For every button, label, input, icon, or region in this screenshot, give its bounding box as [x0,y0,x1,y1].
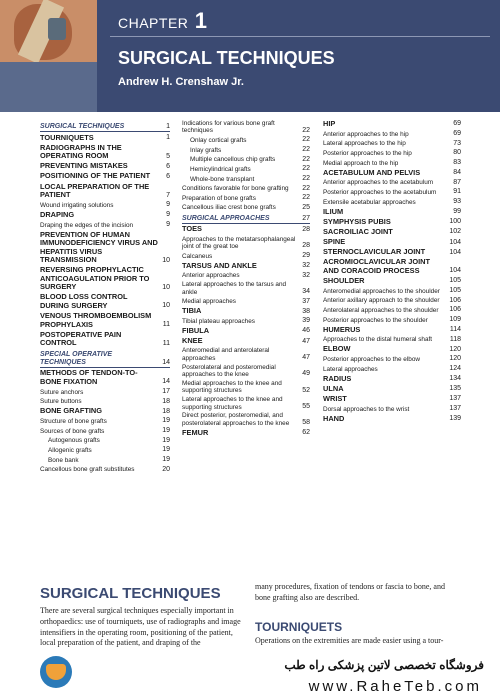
toc-entry-title: STERNOCLAVICULAR JOINT [323,247,426,257]
toc-entry-page: 84 [453,169,461,177]
toc-column-2 [182,120,310,560]
toc-entry-title: SURGICAL APPROACHES [182,214,270,222]
toc-entry-title: Anterolateral approaches to the shoulder [323,306,439,314]
toc-entry-page: 135 [449,385,461,393]
toc-entry-page: 11 [162,321,170,329]
toc-entry-page: 9 [166,211,170,219]
toc-entry[interactable] [40,446,170,454]
toc-entry-title: RADIUS [323,373,352,383]
toc-entry[interactable] [182,281,310,296]
toc-entry[interactable] [182,165,310,173]
toc-entry-page: 52 [302,386,310,394]
toc-entry[interactable] [323,248,461,257]
toc-entry-title: Autogenous grafts [48,437,100,445]
toc-entry[interactable] [323,385,461,394]
toc-entry-title: Lateral approaches to the knee and supporting structures [182,396,283,411]
toc-entry-title: Dorsal approaches to the wrist [323,405,410,413]
toc-entry-page: 120 [449,345,461,353]
toc-entry-title: SPINE [323,237,346,247]
toc-entry-title: Draping the edges of the incision [40,221,134,229]
toc-entry[interactable] [182,327,310,336]
toc-entry-title: Posterior approaches to the hip [323,150,412,158]
toc-entry-title: Approaches to the metatarsophalangeal joint of the great toe [182,235,296,250]
toc-entry-title: Anteromedial approaches to the shoulder [323,287,440,295]
toc-entry-page: 32 [302,271,310,279]
toc-entry-page: 19 [162,417,170,425]
toc-entry-page: 22 [302,145,310,153]
toc-entry[interactable] [182,337,310,346]
toc-entry-page: 11 [162,339,170,347]
toc-entry-page: 114 [449,326,461,334]
toc-entry-title: Anterior approaches [182,272,240,280]
toc-entry-page: 134 [449,375,461,383]
toc-entry-page: 19 [162,427,170,435]
toc-entry[interactable] [323,306,461,314]
toc-entry-title: Indications for various bone graft techniques [182,120,275,135]
toc-entry[interactable] [182,429,310,438]
toc-entry[interactable] [323,238,461,247]
toc-entry-title: BONE GRAFTING [40,406,102,416]
toc-entry-title: METHODS OF TENDON-TO-BONE FIXATION [40,368,138,386]
toc-entry-page: 22 [302,165,310,173]
toc-entry[interactable] [40,162,170,171]
toc-entry[interactable] [40,369,170,386]
body-paragraph-3: Operations on the extremities are made easier using a tour- [255,636,444,645]
toc-entry-title: Sources of bone grafts [40,427,105,435]
toc-entry[interactable] [182,317,310,325]
toc-entry-page: 18 [162,397,170,405]
toc-entry-title: PREVENTION OF HUMAN IMMUNODEFICIENCY VIRUS AND HEPATITIS VIRUS TRANSMISSION [40,229,158,265]
toc-entry[interactable] [182,298,310,306]
toc-entry-title: ULNA [323,383,344,393]
toc-entry-title: LOCAL PREPARATION OF THE PATIENT [40,181,150,200]
toc-entry-page: 104 [449,267,461,275]
toc-entry-page: 14 [162,358,170,366]
toc-entry[interactable] [323,405,461,413]
toc-entry-title: HIP [323,119,336,128]
toc-entry-page: 104 [449,238,461,246]
toc-entry-page: 38 [302,307,310,315]
toc-entry[interactable] [323,179,461,187]
toc-entry-page: 47 [302,353,310,361]
toc-entry-page: 22 [302,194,310,202]
toc-column-1 [40,120,170,560]
toc-entry-title: Suture buttons [40,398,82,406]
toc-entry-title: WRIST [323,393,347,403]
toc-entry[interactable] [40,172,170,181]
toc-entry[interactable] [182,185,310,193]
toc-entry-title: POSTOPERATIVE PAIN CONTROL [40,329,122,348]
toc-entry-page: 73 [453,139,461,147]
toc-entry-page: 19 [162,455,170,463]
toc-entry[interactable] [323,218,461,227]
toc-entry[interactable] [40,437,170,445]
toc-entry-title: Onlay cortical grafts [190,137,247,144]
toc-entry[interactable] [182,156,310,164]
toc-entry-title: REVERSING PROPHYLACTIC ANTICOAGULATION PRIOR TO SURGERY [40,265,150,292]
toc-entry-title: FEMUR [182,427,209,437]
toc-entry[interactable] [182,225,310,234]
toc-entry-page: 104 [449,248,461,256]
toc-entry-page: 69 [453,120,461,128]
toc-entry-page: 6 [166,172,170,180]
toc-entry-title: TARSUS AND ANKLE [182,260,257,270]
toc-entry[interactable] [182,364,310,379]
toc-entry-title: TOES [182,224,202,234]
toc-entry-page: 6 [166,162,170,170]
toc-entry-page: 9 [166,220,170,228]
toc-entry-title: Whole-bone transplant [190,175,255,183]
toc-entry[interactable] [182,204,310,212]
toc-entry-title: Cancellous iliac crest bone grafts [182,204,276,212]
toc-entry[interactable] [182,272,310,280]
toc-entry-page: 37 [302,297,310,305]
toc-entry-page: 105 [449,286,461,294]
header-divider [110,36,490,37]
toc-entry-page: 106 [449,296,461,304]
toc-entry[interactable] [182,412,310,427]
toc-entry-page: 32 [302,262,310,270]
toc-entry-title: Anterior axillary approach to the shoulder [323,297,440,305]
toc-entry[interactable] [323,375,461,384]
toc-entry-page: 58 [302,419,310,427]
toc-entry-page: 93 [453,198,461,206]
toc-entry-page: 10 [162,302,170,310]
toc-entry-title: Lateral approaches to the hip [323,140,406,148]
toc-entry-page: 7 [166,191,170,199]
toc-entry[interactable] [323,188,461,196]
toc-entry-page: 83 [453,159,461,167]
watermark-url[interactable]: www.RaheTeb.com [308,678,482,695]
toc-entry-title: Hemicylindrical grafts [190,165,251,173]
toc-entry[interactable] [40,398,170,406]
toc-entry-page: 69 [453,130,461,138]
toc-entry-page: 137 [449,395,461,403]
body-paragraph-1: There are several surgical techniques especially important in orthopaedics: use of tourniquets, use of radiographs and image intensifiers in the operating room, positioning of the patient, local preparation of the patient, and draping of the [40,606,241,648]
toc-entry[interactable] [182,252,310,260]
toc-entry-title: VENOUS THROMBOEMBOLISM PROPHYLAXIS [40,311,152,329]
toc-entry-title: Medial approaches [182,298,236,306]
toc-entry-title: ACETABULUM AND PELVIS [323,167,421,177]
toc-entry-page: 1 [166,134,170,142]
toc-entry-title: HUMERUS [323,324,361,334]
toc-entry-page: 55 [302,402,310,410]
toc-entry-title: Structure of bone grafts [40,418,107,426]
toc-entry[interactable] [40,456,170,464]
toc-entry-page: 124 [449,365,461,373]
toc-entry-title: Suture anchors [40,388,84,396]
toc-entry-page: 22 [302,155,310,163]
toc-entry[interactable] [323,258,461,275]
toc-entry[interactable] [323,208,461,217]
toc-entry-title: Approaches to the distal humeral shaft [323,336,433,344]
toc-entry-title: Anteromedial and anterolateral approaches [182,347,270,362]
toc-entry[interactable] [182,262,310,271]
toc-entry[interactable] [323,149,461,157]
toc-entry-title: Posterior approaches to the shoulder [323,316,428,324]
toc-entry-page: 139 [449,415,461,423]
toc-entry-title: Anterior approaches to the hip [323,130,409,138]
toc-entry[interactable] [323,415,461,424]
toc-entry-page: 22 [302,174,310,182]
toc-entry[interactable] [40,221,170,229]
toc-entry[interactable] [182,380,310,395]
toc-entry-page: 28 [302,225,310,233]
chapter-word: CHAPTER [118,15,189,31]
surgical-photo [0,0,97,62]
toc-entry[interactable] [323,198,461,206]
toc-entry[interactable] [40,134,170,143]
toc-entry-page: 47 [302,337,310,345]
toc-entry-title: FIBULA [182,326,210,335]
toc-entry[interactable] [323,365,461,373]
toc-entry[interactable] [40,144,170,161]
toc-entry-title: Posterior approaches to the elbow [323,356,420,364]
toc-entry[interactable] [40,293,170,310]
toc-entry-title: Posterior approaches to the acetabulum [323,189,437,197]
toc-entry[interactable] [40,201,170,209]
toc-entry-page: 137 [449,405,461,413]
toc-entry-title: Cancellous bone graft substitutes [40,466,135,474]
toc-entry-page: 10 [162,256,170,264]
toc-entry[interactable] [182,396,310,411]
toc-entry-title: SHOULDER [323,275,365,285]
toc-entry-page: 99 [453,208,461,216]
toc-entry[interactable] [40,407,170,416]
toc-entry-title: PREVENTING MISTAKES [40,161,128,171]
toc-entry-page: 100 [449,218,461,226]
toc-entry-title: DRAPING [40,209,75,219]
toc-entry[interactable] [182,236,310,251]
toc-entry-title: TOURNIQUETS [40,132,94,142]
section-heading: SURGICAL TECHNIQUES [40,585,221,602]
toc-entry[interactable] [40,351,170,368]
toc-entry[interactable] [182,307,310,316]
toc-entry-title: Medial approaches to the knee and supporting structures [182,379,282,395]
toc-entry-page: 39 [302,317,310,325]
toc-entry[interactable] [323,336,461,344]
toc-entry-page: 46 [302,327,310,335]
toc-entry-page: 19 [162,446,170,454]
toc-entry-page: 18 [162,407,170,415]
toc-entry[interactable] [40,388,170,396]
toc-entry-title: Allogenic grafts [48,447,92,454]
toc-entry-page: 19 [162,436,170,444]
toc-entry[interactable] [323,120,461,129]
toc-entry[interactable] [182,194,310,202]
chapter-title: SURGICAL TECHNIQUES [118,48,335,68]
toc-entry[interactable] [40,427,170,435]
toc-entry-page: 102 [449,228,461,236]
toc-entry-title: HAND [323,413,345,423]
toc-entry-page: 87 [453,178,461,186]
toc-entry[interactable] [323,130,461,138]
toc-entry-title: BLOOD LOSS CONTROL DURING SURGERY [40,292,128,310]
toc-entry-title: Direct posterior, posteromedial, and posterolateral approaches to the knee [182,412,290,427]
toc-entry-page: 62 [302,429,310,437]
toc-entry-page: 28 [302,242,310,250]
chapter-author: Andrew H. Crenshaw Jr. [118,76,244,88]
toc-entry-page: 5 [166,152,170,160]
toc-entry-page: 9 [166,201,170,209]
toc-entry-title: Wound irrigating solutions [40,201,114,209]
toc-entry-title: SYMPHYSIS PUBIS [323,216,391,226]
toc-entry-title: Lateral approaches to the tarsus and ankle [182,281,287,296]
toc-entry[interactable] [323,287,461,295]
toc-entry-page: 91 [453,188,461,196]
toc-entry[interactable] [40,266,170,292]
toc-entry-page: 22 [302,184,310,192]
toc-entry-title: Conditions favorable for bone grafting [182,185,289,193]
toc-entry[interactable] [323,326,461,335]
toc-entry[interactable] [40,123,170,132]
toc-entry-page: 118 [449,335,461,343]
toc-entry-page: 27 [302,214,310,222]
toc-entry-page: 120 [449,355,461,363]
toc-entry-title: ACROMIOCLAVICULAR JOINT AND CORACOID PROCESS [323,257,431,275]
toc-entry[interactable] [323,355,461,363]
toc-column-3 [323,120,461,560]
toc-entry-title: Extensile acetabular approaches [323,198,416,206]
toc-entry-page: 49 [302,370,310,378]
photo-instrument [48,18,66,40]
toc-entry-page: 17 [162,388,170,395]
toc-entry-title: RADIOGRAPHS IN THE OPERATING ROOM [40,142,122,161]
toc-entry-page: 80 [453,149,461,157]
toc-entry[interactable] [323,169,461,178]
toc-entry[interactable] [40,312,170,329]
toc-entry-title: Lateral approaches [323,365,378,373]
toc-entry-title: SACROILIAC JOINT [323,226,393,236]
chapter-header [0,0,500,112]
watermark-logo-icon [40,656,72,688]
toc-entry-title: Inlay grafts [190,146,222,154]
toc-entry-title: ELBOW [323,344,351,354]
toc-entry[interactable] [40,183,170,200]
toc-entry[interactable] [182,175,310,183]
toc-entry-page: 20 [162,465,170,473]
toc-entry[interactable] [323,277,461,286]
toc-entry-page: 25 [302,203,310,211]
toc-entry-page: 22 [302,136,310,144]
toc-entry-title: SPECIAL OPERATIVE TECHNIQUES [40,350,113,366]
toc-entry-title: ILIUM [323,206,344,216]
body-paragraph-2: many procedures, fixation of tendons or fascia to bone, and bone grafting also are described. [255,582,445,602]
toc-entry[interactable] [323,140,461,148]
chapter-number: 1 [194,8,208,33]
toc-entry[interactable] [182,146,310,154]
toc-entry-page: 14 [162,378,170,386]
toc-entry-title: Anterior approaches to the acetabulum [323,179,434,187]
toc-entry[interactable] [323,228,461,237]
toc-entry[interactable] [40,211,170,220]
toc-entry-title: Multiple cancellous chip grafts [190,156,276,164]
toc-entry[interactable] [323,297,461,305]
toc-entry-title: Bone bank [48,456,79,464]
toc-entry-page: 109 [449,315,461,323]
toc-entry[interactable] [40,231,170,265]
toc-entry[interactable] [323,316,461,324]
toc-entry-title: SURGICAL TECHNIQUES [40,123,125,130]
tourniquets-heading: TOURNIQUETS [255,620,343,634]
toc-entry-title: Calcaneus [182,252,213,260]
header-side-block [0,62,97,112]
watermark-persian-text: فروشگاه تخصصی لاتین پزشکی راه طب [284,658,484,672]
toc-entry-title: POSITIONING OF THE PATIENT [40,171,151,181]
toc-entry-title: Preparation of bone grafts [182,194,256,202]
toc-entry-title: KNEE [182,336,203,346]
toc-entry-page: 106 [449,306,461,314]
toc-entry-title: Medial approach to the hip [323,159,399,167]
toc-entry[interactable] [40,466,170,474]
toc-entry-page: 1 [166,123,170,130]
toc-entry-title: Posterolateral and posteromedial approaches to the knee [182,363,276,378]
toc-entry-page: 10 [162,283,170,291]
toc-entry-title: TIBIA [182,306,202,316]
toc-entry[interactable] [40,417,170,425]
toc-entry[interactable] [40,331,170,348]
toc-entry[interactable] [323,345,461,354]
toc-entry[interactable] [182,136,310,144]
toc-entry[interactable] [182,347,310,362]
toc-entry[interactable] [182,215,310,224]
toc-entry[interactable] [323,395,461,404]
toc-entry-page: 105 [449,277,461,285]
toc-entry-title: Tibial plateau approaches [182,318,255,326]
toc-entry[interactable] [182,120,310,135]
toc-entry-page: 22 [302,126,310,134]
chapter-label [118,8,208,34]
toc-entry-page: 29 [302,251,310,259]
toc-entry-page: 34 [302,287,310,295]
toc-entry[interactable] [323,159,461,167]
